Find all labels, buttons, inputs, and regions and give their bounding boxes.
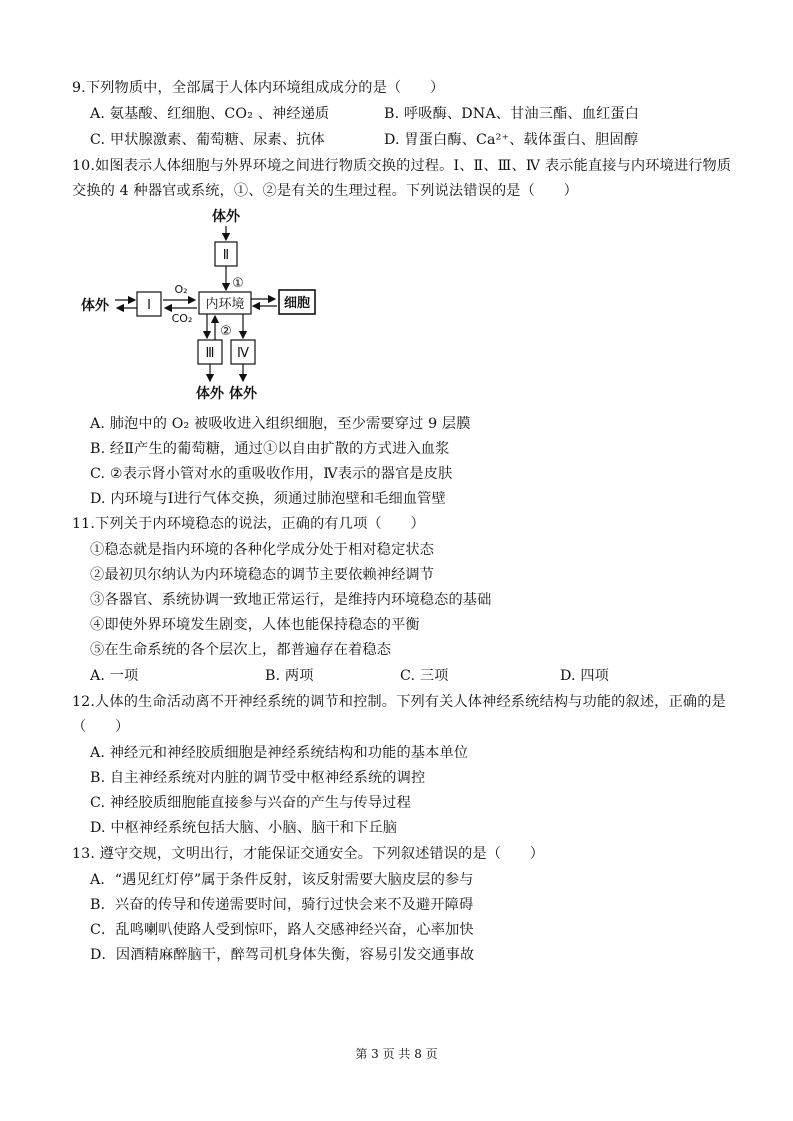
- q11-stem: 11.下列关于内环境稳态的说法，正确的有几项（ ）: [72, 516, 425, 532]
- q11-option-c: C. 三项: [400, 668, 449, 684]
- internal-environment-diagram: [75, 205, 311, 405]
- q9-option-a: A. 氨基酸、红细胞、CO₂ 、神经递质: [90, 106, 330, 122]
- q11-option-a: A. 一项: [90, 668, 139, 684]
- q10-option-d: D. 内环境与Ⅰ进行气体交换，须通过肺泡壁和毛细血管壁: [90, 491, 446, 507]
- outside-bottom-right-label: 体外: [229, 386, 257, 402]
- q12-option-b: B. 自主神经系统对内脏的调节受中枢神经系统的调控: [90, 770, 426, 786]
- q9-option-b: B. 呼吸酶、DNA、甘油三酯、血红蛋白: [384, 106, 640, 122]
- q12-stem-line1: 12.人体的生命活动离不开神经系统的调节和控制。下列有关人体神经系统结构与功能的叙述，正确的是: [72, 694, 726, 710]
- q10-stem-line2: 交换的 4 种器官或系统，①、②是有关的生理过程。下列说法错误的是（ ）: [72, 183, 578, 199]
- co2-label: CO₂: [171, 312, 193, 325]
- o2-label: O₂: [174, 283, 188, 296]
- organ-i-label: Ⅰ: [147, 298, 151, 313]
- q12-stem-line2: （ ）: [72, 719, 130, 735]
- q11-statement-4: ④即使外界环境发生剧变，人体也能保持稳态的平衡: [90, 617, 420, 633]
- outside-left-label: 体外: [81, 298, 109, 314]
- process-1-label: ①: [232, 276, 244, 291]
- q11-option-d: D. 四项: [560, 668, 610, 684]
- q10-option-c: C. ②表示肾小管对水的重吸收作用，Ⅳ表示的器官是皮肤: [90, 466, 453, 482]
- outside-top-label: 体外: [212, 209, 240, 225]
- outside-bottom-left-label: 体外: [196, 386, 224, 402]
- q12-option-a: A. 神经元和神经胶质细胞是神经系统结构和功能的基本单位: [90, 745, 469, 761]
- q12-option-c: C. 神经胶质细胞能直接参与兴奋的产生与传导过程: [90, 795, 411, 811]
- organ-iii-label: Ⅲ: [205, 346, 215, 361]
- q9-option-c: C. 甲状腺激素、葡萄糖、尿素、抗体: [90, 132, 325, 148]
- q11-option-b: B. 两项: [265, 668, 314, 684]
- q13-option-c: C．乱鸣喇叭使路人受到惊吓，路人交感神经兴奋，心率加快: [90, 922, 474, 938]
- organ-iv-label: Ⅳ: [237, 346, 249, 361]
- q11-statement-2: ②最初贝尔纳认为内环境稳态的调节主要依赖神经调节: [90, 567, 435, 583]
- q9-option-d: D. 胃蛋白酶、Ca²⁺、载体蛋白、胆固醇: [384, 132, 639, 148]
- q11-statement-3: ③各器官、系统协调一致地正常运行，是维持内环境稳态的基础: [90, 592, 492, 608]
- process-2-label: ②: [220, 324, 232, 339]
- organ-ii-label: Ⅱ: [222, 248, 230, 263]
- q13-option-a: A．“遇见红灯停”属于条件反射，该反射需要大脑皮层的参与: [90, 872, 474, 888]
- cell-label: 细胞: [283, 296, 311, 311]
- q11-statement-1: ①稳态就是指内环境的各种化学成分处于相对稳定状态: [90, 542, 435, 558]
- q10-option-a: A. 肺泡中的 O₂ 被吸收进入组织细胞，至少需要穿过 9 层膜: [90, 416, 471, 432]
- q13-option-b: B．兴奋的传导和传递需要时间，骑行过快会来不及避开障碍: [90, 897, 474, 913]
- q10-option-b: B. 经Ⅱ产生的葡萄糖，通过①以自由扩散的方式进入血浆: [90, 441, 450, 457]
- q9-stem: 9.下列物质中，全部属于人体内环境组成成分的是（ ）: [72, 80, 445, 96]
- q13-option-d: D．因酒精麻醉脑干，醉驾司机身体失衡，容易引发交通事故: [90, 947, 475, 963]
- q12-option-d: D. 中枢神经系统包括大脑、小脑、脑干和下丘脑: [90, 820, 398, 836]
- page-footer: 第 3 页 共 8 页: [355, 1047, 438, 1061]
- q11-statement-5: ⑤在生命系统的各个层次上，都普遍存在着稳态: [90, 642, 392, 658]
- q13-stem: 13. 遵守交规，文明出行，才能保证交通安全。下列叙述错误的是（ ）: [72, 846, 545, 862]
- q10-stem-line1: 10.如图表示人体细胞与外界环境之间进行物质交换的过程。Ⅰ、Ⅱ、Ⅲ、Ⅳ 表示能直接与内环境进行物质: [72, 158, 732, 174]
- internal-environment-label: 内环境: [205, 297, 245, 312]
